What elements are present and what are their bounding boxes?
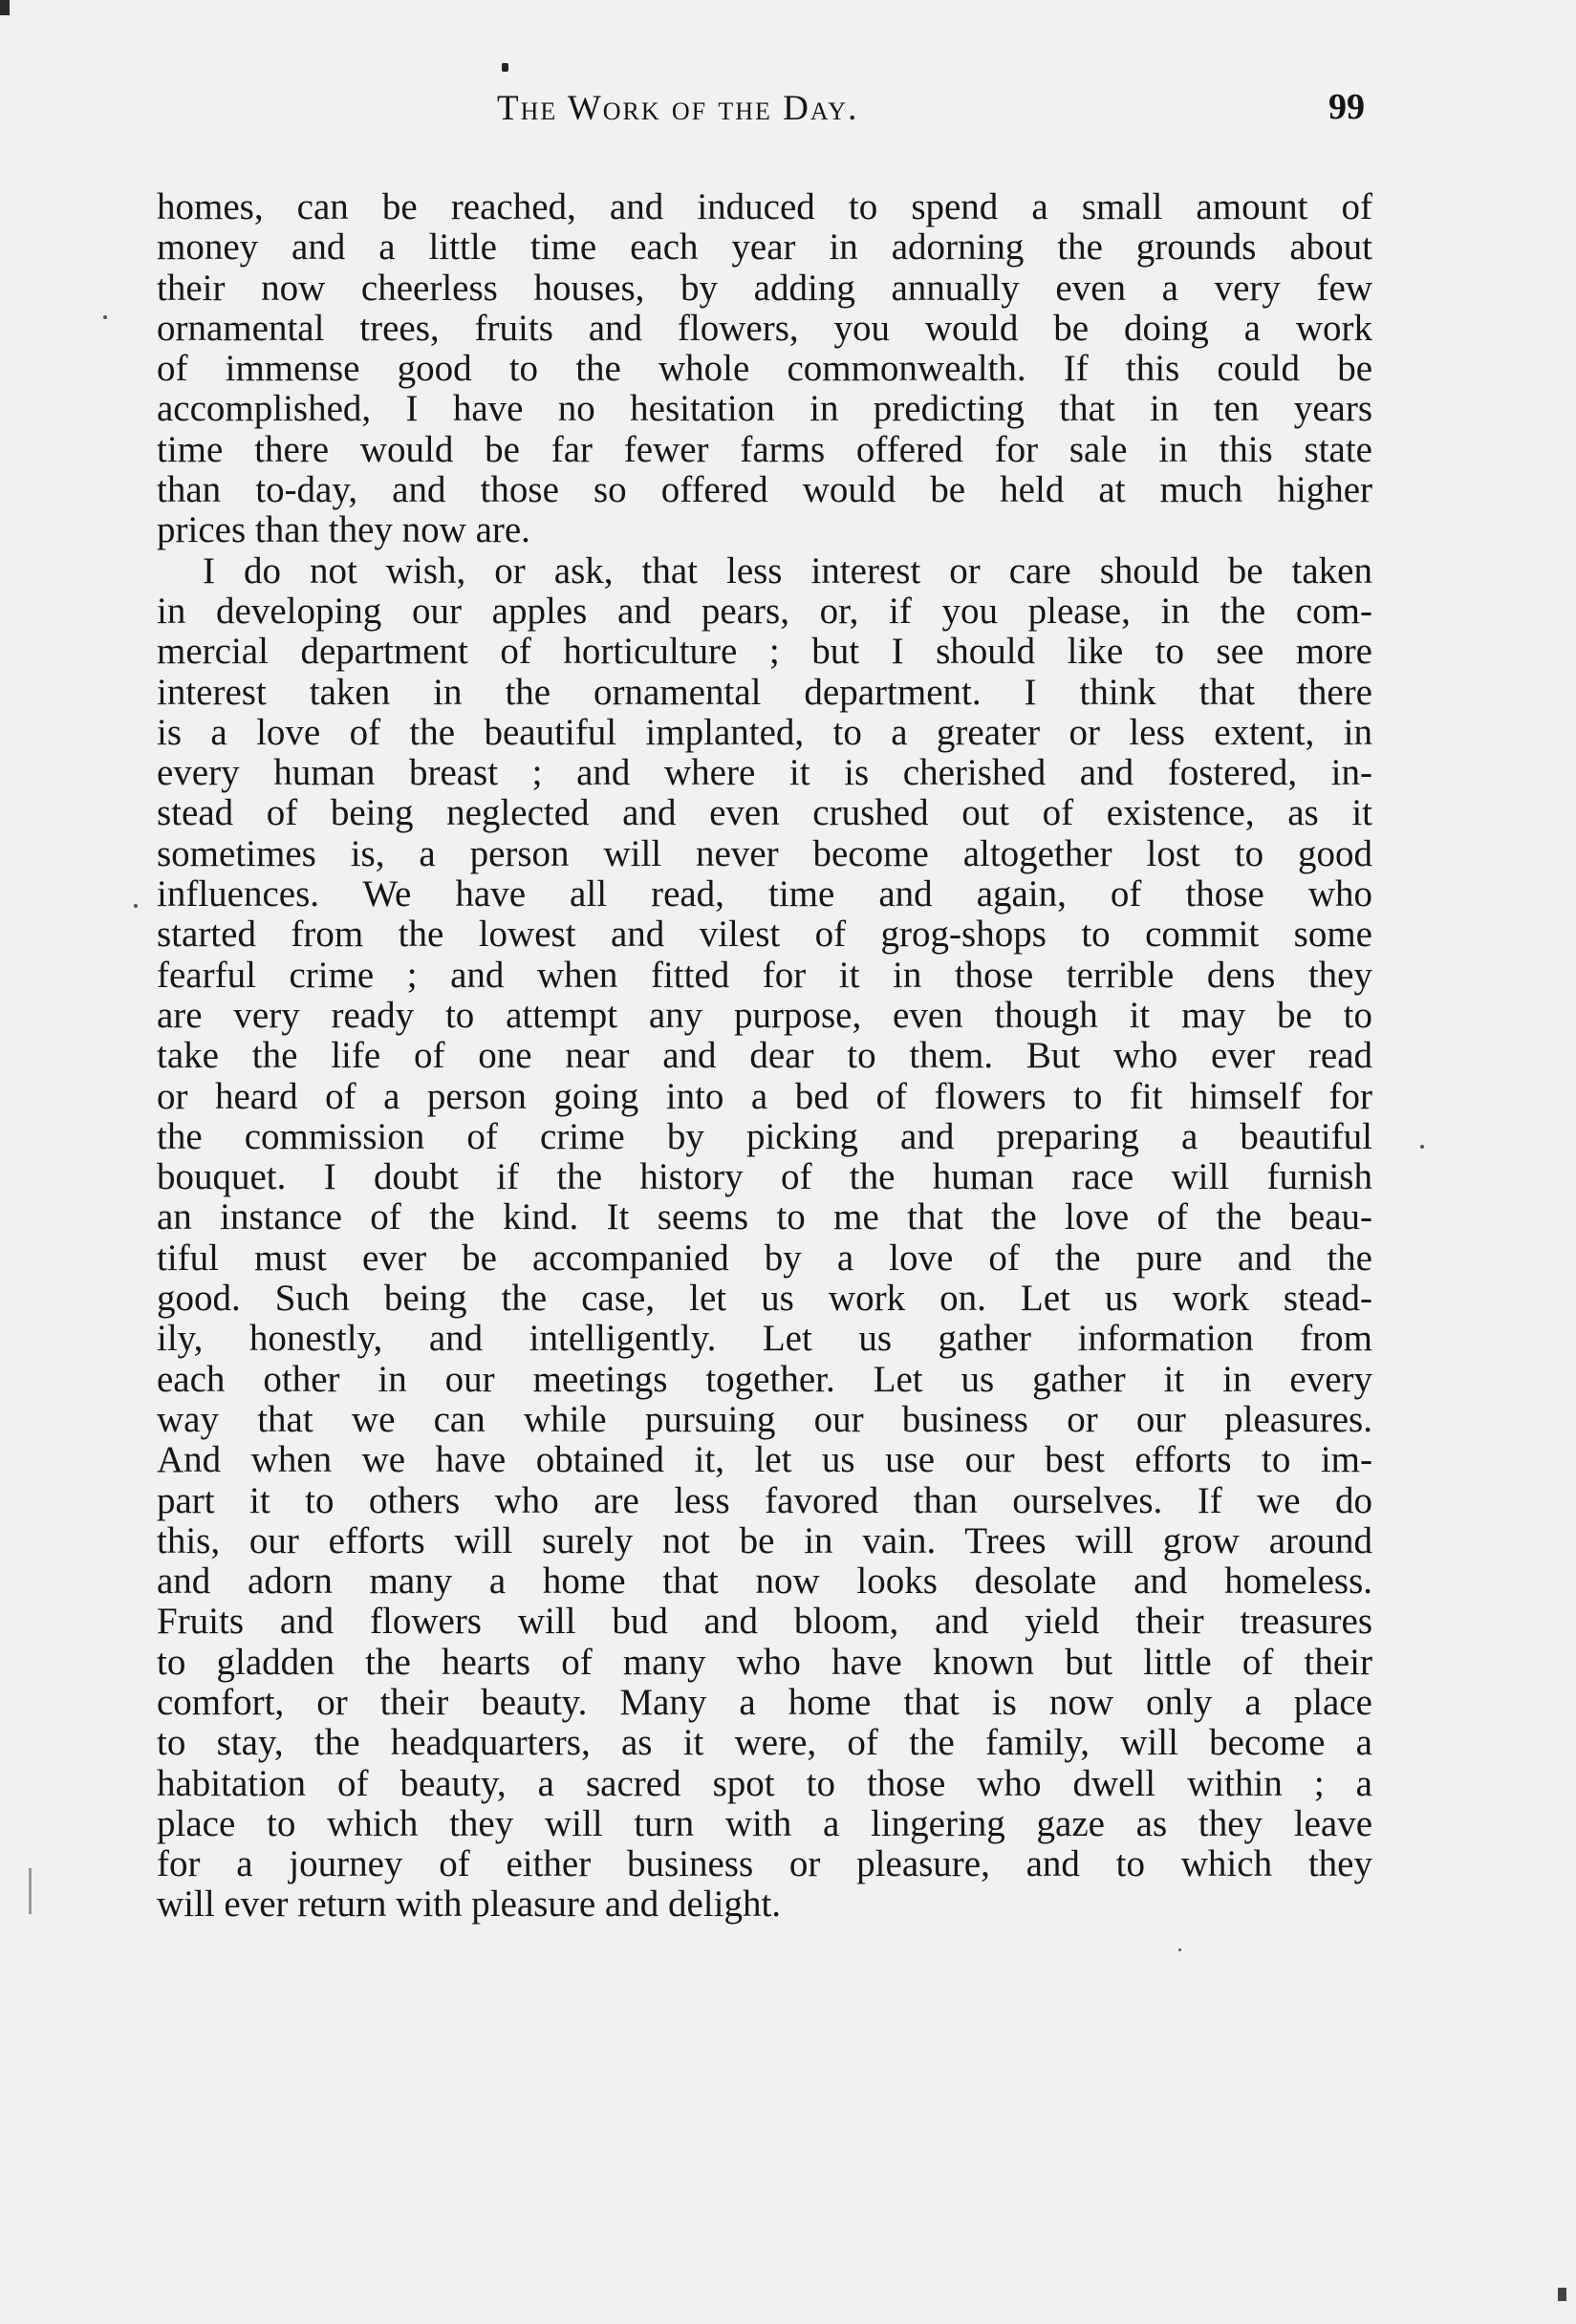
text-line: prices than they now are. xyxy=(157,509,530,551)
body-text xyxy=(157,187,1372,1926)
text-line: good. Such being the case, let us work on. Let us work stead- xyxy=(157,1278,1372,1320)
text-line: habitation of beauty, a sacred spot to those who dwell within ; a xyxy=(157,1762,1372,1804)
scan-edge-mark xyxy=(29,1868,32,1914)
text-line: will ever return with pleasure and delight. xyxy=(157,1883,782,1926)
scan-edge-mark xyxy=(0,0,10,15)
text-line: and adorn many a home that now looks desolate and homeless. xyxy=(157,1560,1372,1603)
text-line: sometimes is, a person will never become altogether lost to good xyxy=(157,832,1372,874)
text-line: each other in our meetings together. Let us gather it in every xyxy=(157,1358,1372,1400)
text-line: homes, can be reached, and induced to spend a small amount of xyxy=(157,186,1372,227)
text-line: started from the lowest and vilest of grog-shops to commit some xyxy=(157,914,1372,956)
text-line: tiful must ever be accompanied by a love of the pure and the xyxy=(157,1237,1372,1279)
text-line: of immense good to the whole commonwealth. If this could be xyxy=(157,348,1372,390)
scan-speck xyxy=(1420,1145,1424,1149)
ink-dot xyxy=(502,63,508,72)
text-line: bouquet. I doubt if the history of the human race will furnish xyxy=(157,1156,1372,1198)
scan-speck xyxy=(1178,1948,1181,1951)
text-line: money and a little time each year in adorning the grounds about xyxy=(157,226,1372,269)
text-line: or heard of a person going into a bed of flowers to fit himself for xyxy=(157,1075,1372,1117)
text-line: is a love of the beautiful implanted, to a greater or less extent, in xyxy=(157,711,1372,753)
text-line: than to-day, and those so offered would be held at much higher xyxy=(157,469,1372,511)
text-line: this, our efforts will surely not be in vain. Trees will grow around xyxy=(157,1519,1372,1561)
text-line: comfort, or their beauty. Many a home that is now only a place xyxy=(157,1681,1372,1723)
text-line: the commission of crime by picking and preparing a beautiful xyxy=(157,1115,1372,1157)
text-line: ily, honestly, and intelligently. Let us gather information from xyxy=(157,1318,1372,1360)
running-title: The Work of the Day. xyxy=(497,89,859,128)
text-line: way that we can while pursuing our business or our pleasures. xyxy=(157,1398,1372,1440)
text-line: stead of being neglected and even crushed out of existence, as it xyxy=(157,792,1372,834)
text-line: for a journey of either business or pleasure, and to which they xyxy=(157,1843,1372,1885)
text-line: part it to others who are less favored than ourselves. If we do xyxy=(157,1479,1372,1521)
text-line: mercial department of horticulture ; but I should like to see more xyxy=(157,631,1372,673)
text-line: place to which they will turn with a lingering gaze as they leave xyxy=(157,1802,1372,1844)
text-line: their now cheerless houses, by adding annually even a very few xyxy=(157,267,1372,309)
text-line: influences. We have all read, time and again, of those who xyxy=(157,873,1372,915)
text-line: Fruits and flowers will bud and bloom, and yield their treasures xyxy=(157,1601,1372,1643)
text-line: time there would be far fewer farms offered for sale in this state xyxy=(157,428,1372,470)
text-line: an instance of the kind. It seems to me that the love of the beau- xyxy=(157,1196,1372,1238)
text-line: are very ready to attempt any purpose, even though it may be to xyxy=(157,994,1372,1036)
text-line: ornamental trees, fruits and flowers, you would be doing a work xyxy=(157,307,1372,349)
text-line: I do not wish, or ask, that less interest or care should be taken xyxy=(203,549,1372,592)
text-line: accomplished, I have no hesitation in predicting that in ten years xyxy=(157,388,1372,430)
text-line: interest taken in the ornamental department. I think that there xyxy=(157,671,1372,713)
text-line: fearful crime ; and when fitted for it in those terrible dens they xyxy=(157,954,1372,996)
text-line: every human breast ; and where it is cherished and fostered, in- xyxy=(157,752,1372,794)
scan-speck xyxy=(134,904,138,908)
text-line: in developing our apples and pears, or, if you please, in the com- xyxy=(157,590,1372,632)
text-line: to stay, the headquarters, as it were, of the family, will become a xyxy=(157,1722,1372,1764)
text-line: take the life of one near and dear to them. But who ever read xyxy=(157,1035,1372,1077)
scan-edge-mark xyxy=(1558,2288,1566,2301)
page-header xyxy=(497,87,1365,145)
scan-speck xyxy=(103,315,107,319)
text-line: And when we have obtained it, let us use our best efforts to im- xyxy=(157,1439,1372,1481)
page-number: 99 xyxy=(1328,87,1365,127)
text-line: to gladden the hearts of many who have known but little of their xyxy=(157,1641,1372,1683)
